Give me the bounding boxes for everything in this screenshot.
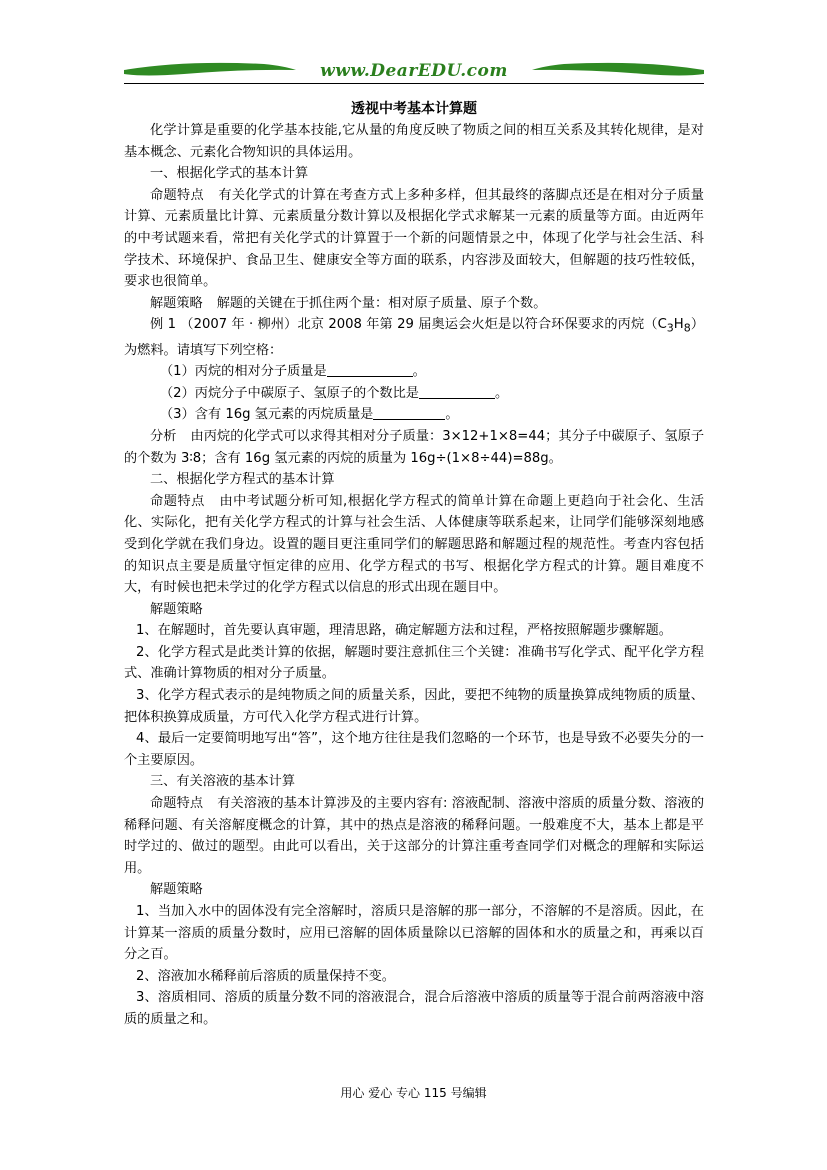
s2-strategy-item: 2、化学方程式是此类计算的依据，解题时要注意抓住三个关键：准确书写化学式、配平化学方程式、准确计算物质的相对分子质量。	[124, 644, 704, 682]
question-2	[124, 383, 704, 405]
subscript-8: 8	[683, 321, 691, 335]
intro-paragraph: 化学计算是重要的化学基本技能,它从量的角度反映了物质之间的相互关系及其转化规律，是对基本概念、元素化合物知识的具体运用。	[124, 123, 704, 160]
hydrogen-symbol: H	[673, 317, 684, 333]
s1-strategy-label: 解题策略	[150, 295, 203, 311]
period: 。	[445, 407, 459, 423]
example-1-text: 例 1 （2007 年 · 柳州）北京 2008 年第 29 届奥运会火炬是以符合环保要求的丙烷（C	[150, 317, 667, 333]
analysis-label: 分析	[150, 428, 177, 444]
s2-strategy-item: 4、最后一定要简明地写出“答”，这个地方往往是我们忽略的一个环节，也是导致不必要失分的一个主要原因。	[124, 731, 704, 768]
page-footer: 用心 爱心 专心 115 号编辑	[340, 1086, 487, 1100]
site-logo-text[interactable]: www.DearEDU.com	[320, 61, 508, 81]
s2-feature-label: 命题特点	[150, 493, 205, 509]
example-1	[124, 314, 704, 361]
s1-strategy-paragraph	[124, 293, 704, 315]
s2-strategy-item: 3、化学方程式表示的是纯物质之间的质量关系，因此，要把不纯物的质量换算成纯物质的质量、把体积换算成质量，方可代入化学方程式进行计算。	[124, 688, 704, 725]
s1-feature-label: 命题特点	[150, 187, 204, 203]
question-1-text: （1）丙烷的相对分子质量是	[160, 364, 327, 380]
s2-feature-paragraph	[124, 491, 704, 599]
answer-blank-3	[373, 405, 445, 420]
subscript-3: 3	[666, 321, 674, 335]
answer-blank-1	[327, 362, 413, 377]
section-2-heading: 二、根据化学方程式的基本计算	[150, 472, 335, 488]
s3-feature-label: 命题特点	[150, 796, 204, 812]
s3-feature-text: 有关溶液的基本计算涉及的主要内容有: 溶液配制、溶液中溶质的质量分数、溶液的稀释问题、有关溶解度概念的计算，其中的热点是溶液的稀释问题。一般难度不大，基本上都是平时学过的、做过的题型。由此可以看出，关于这部分的计算注重考查同学们对概念的理解和实际运用。	[124, 796, 705, 876]
s2-feature-text: 由中考试题分析可知,根据化学方程式的简单计算在命题上更趋向于社会化、生活化、实际化，把有关化学方程式的计算与社会生活、人体健康等联系起来，让同学们能够深刻地感受到化学就在我们身边。设置的题目更注重同学们的解题思路和解题过程的规范性。考查内容包括的知识点主要是质量守恒定律的应用、化学方程式的书写、根据化学方程式的计算。题目难度不大，有时候也把未学过的化学方程式以信息的形式出现在题目中。	[124, 493, 704, 596]
s2-strategy-item: 1、在解题时，首先要认真审题，理清思路，确定解题方法和过程，严格按照解题步骤解题。	[136, 623, 672, 639]
question-2-text: （2）丙烷分子中碳原子、氢原子的个数比是	[160, 385, 419, 401]
analysis-text: 由丙烷的化学式可以求得其相对分子质量：3×12+1×8=44；其分子中碳原子、氢原子的个数为 3∶8；含有 16g 氢元素的丙烷的质量为 16g÷(1×8÷44)=88g。	[124, 428, 705, 466]
period: 。	[412, 364, 426, 380]
s1-feature-text: 有关化学式的计算在考查方式上多种多样，但其最终的落脚点还是在相对分子质量计算、元素质量比计算、元素质量分数计算以及根据化学式求解某一元素的质量等方面。由近两年的中考试题来看，常把有关化学式的计算置于一个新的问题情景之中，体现了化学与社会生活、科学技术、环境保护、食品卫生、健康安全等方面的联系，内容涉及面较大，但解题的技巧性较低，要求也很简单。	[124, 187, 704, 290]
section-3-heading: 三、有关溶液的基本计算	[150, 774, 296, 790]
s3-feature-paragraph	[124, 793, 704, 879]
answer-blank-2	[419, 384, 495, 399]
page-title: 透视中考基本计算题	[351, 101, 477, 117]
s3-strategy-item: 3、溶质相同、溶质的质量分数不同的溶液混合，混合后溶液中溶质的质量等于混合前两溶液中溶质的质量之和。	[124, 990, 704, 1027]
section-1-heading: 一、根据化学式的基本计算	[150, 166, 309, 182]
s2-strategy-label: 解题策略	[150, 601, 203, 617]
document-body	[124, 98, 704, 1031]
s1-strategy-text: 解题的关键在于抓住两个量：相对原子质量、原子个数。	[216, 295, 547, 311]
s3-strategy-item: 2、溶液加水稀释前后溶质的质量保持不变。	[136, 968, 395, 984]
question-1	[124, 361, 704, 383]
analysis-paragraph	[124, 426, 704, 469]
s3-strategy-item: 1、当加入水中的固体没有完全溶解时，溶质只是溶解的那一部分，不溶解的不是溶质。因此，在计算某一溶质的质量分数时，应用已溶解的固体质量除以已溶解的固体和水的质量之和，再乘以百分之百。	[124, 904, 704, 963]
question-3	[124, 404, 704, 426]
s3-strategy-label: 解题策略	[150, 882, 203, 898]
example-1-text-end: ）为燃料。请填写下列空格：	[124, 317, 705, 358]
question-3-text: （3）含有 16g 氢元素的丙烷质量是	[160, 407, 374, 423]
header-rule	[124, 83, 704, 84]
s1-feature-paragraph	[124, 185, 704, 293]
period: 。	[494, 385, 509, 401]
